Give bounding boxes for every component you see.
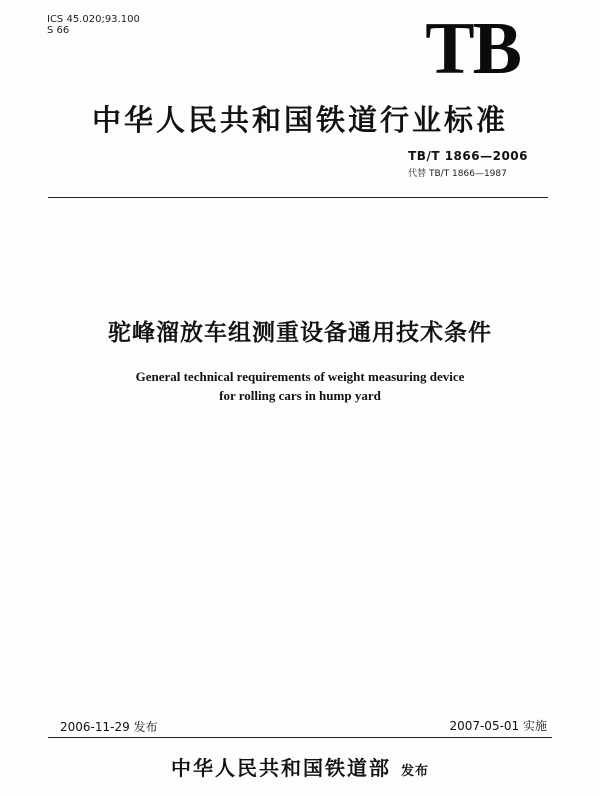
english-title-line-2: for rolling cars in hump yard [219,388,381,403]
standard-organization-title: 中华人民共和国铁道行业标准 [91,103,508,137]
issue-date: 2006-11-29 发布 [60,720,158,734]
standard-number: TB/T 1866—2006 [408,149,528,163]
replaces-standard: 代替 TB/T 1866—1987 [408,169,507,179]
document-title-english [0,367,600,405]
publisher-suffix: 发布 [400,764,429,779]
header-divider [48,197,548,198]
tb-logo: TB [425,8,520,90]
ics-code: ICS 45.020;93.100 [47,14,140,25]
publisher-line [0,752,600,781]
publisher-name: 中华人民共和国铁道部 [170,756,391,780]
standard-code-block [408,149,528,179]
english-title-line-1: General technical requirements of weight measuring device [135,369,465,384]
footer-divider [48,737,552,738]
class-code: S 66 [47,25,70,36]
document-title-chinese: 驼峰溜放车组测重设备通用技术条件 [108,320,492,346]
implementation-date: 2007-05-01 实施 [449,719,547,733]
ics-classification [47,14,140,36]
